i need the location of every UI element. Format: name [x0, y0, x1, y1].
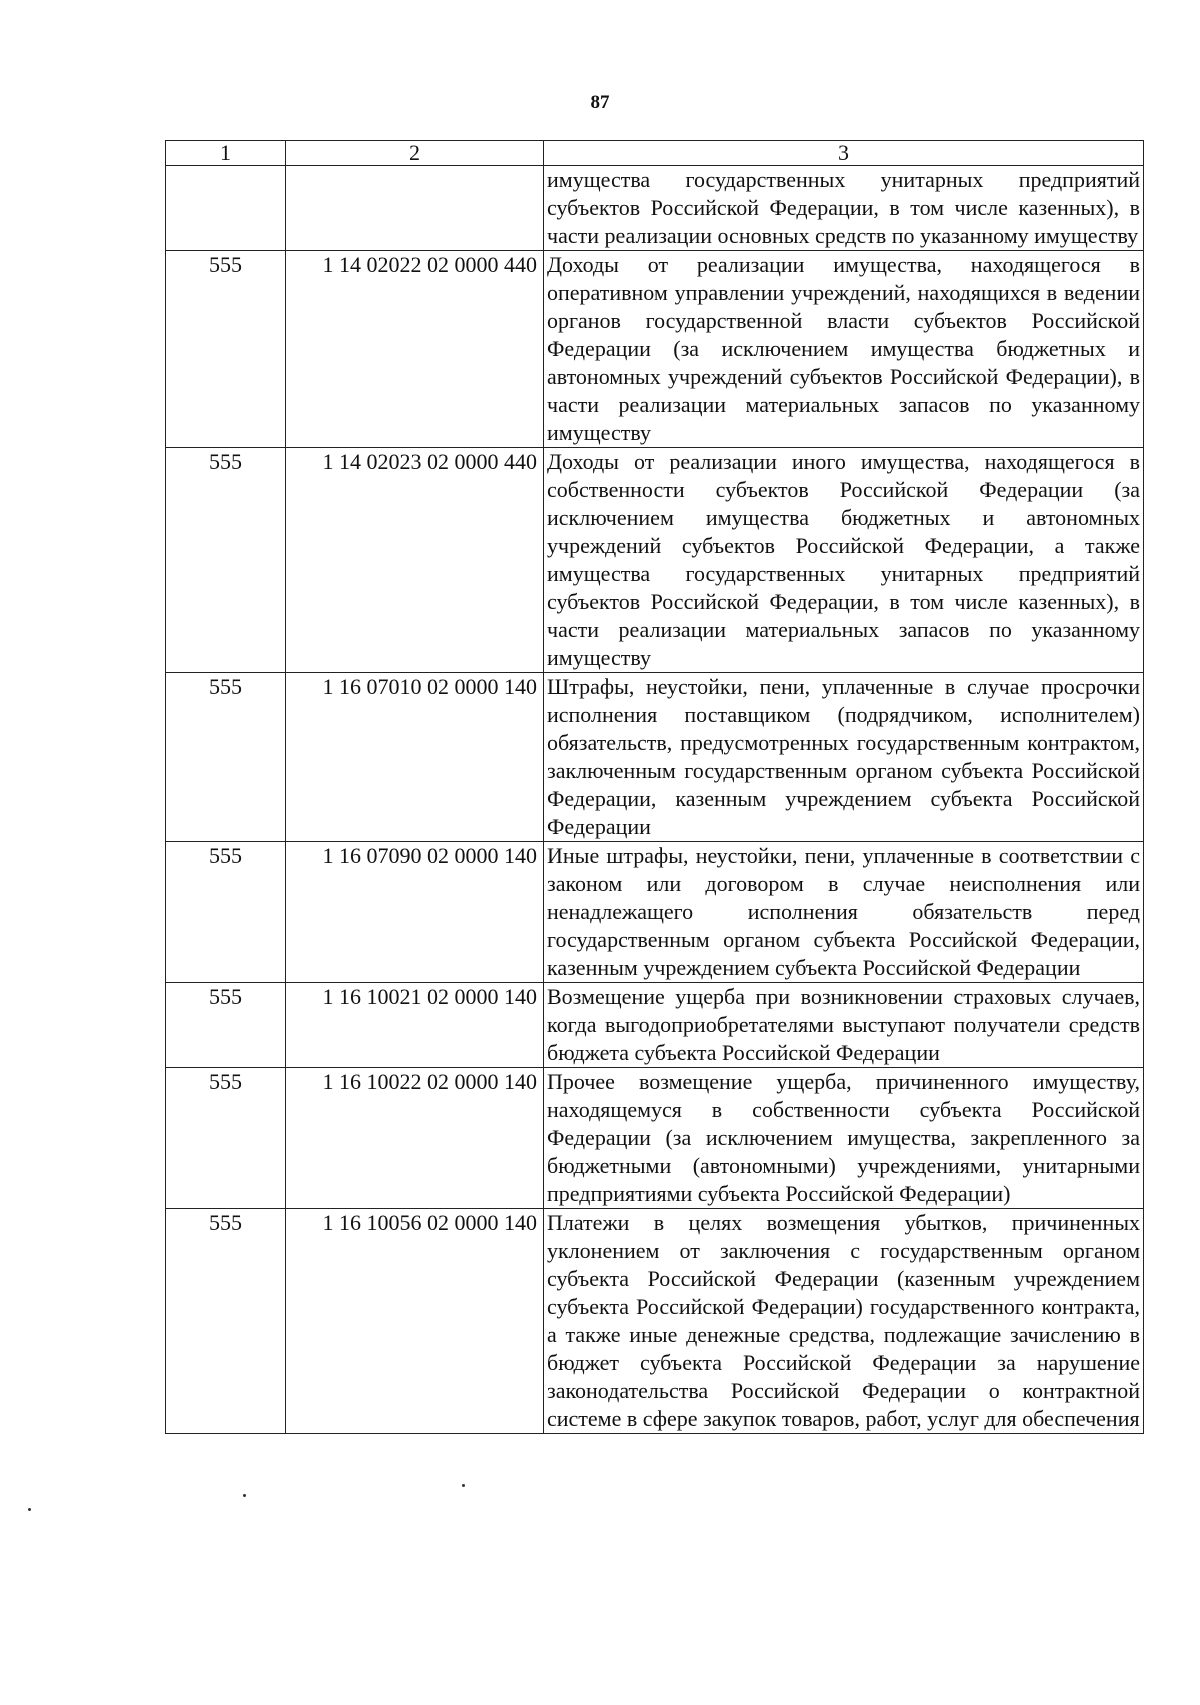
table-row — [166, 166, 1144, 251]
admin-code-cell: 555 — [166, 1209, 286, 1434]
budget-code-cell — [286, 166, 544, 251]
admin-code-cell — [166, 166, 286, 251]
budget-code-cell: 1 16 07090 02 0000 140 — [286, 842, 544, 983]
admin-code-cell: 555 — [166, 983, 286, 1068]
column-header-description: 3 — [544, 141, 1144, 166]
budget-code-cell: 1 14 02022 02 0000 440 — [286, 251, 544, 448]
admin-code-cell: 555 — [166, 448, 286, 673]
table-header-row — [166, 141, 1144, 166]
description-cell: Платежи в целях возмещения убытков, причиненных уклонением от заключения с государственным органом субъекта Российской Федерации (казенным учреждением субъекта Российской Федерации) государственного контракта, а также иные денежные средства, подлежащие зачислению в бюджет субъекта Российской Федерации за нарушение законодательства Российской Федерации о контрактной системе в сфере закупок товаров, работ, услуг для обеспечения — [544, 1209, 1144, 1434]
budget-code-cell: 1 16 10022 02 0000 140 — [286, 1068, 544, 1209]
table-row — [166, 251, 1144, 448]
table-row — [166, 1068, 1144, 1209]
description-cell: Штрафы, неустойки, пени, уплаченные в случае просрочки исполнения поставщиком (подрядчиком, исполнителем) обязательств, предусмотренных государственным контрактом, заключенным государственным органом субъекта Российской Федерации, казенным учреждением субъекта Российской Федерации — [544, 673, 1144, 842]
description-cell: имущества государственных унитарных предприятий субъектов Российской Федерации, в том числе казенных), в части реализации основных средств по указанному имуществу — [544, 166, 1144, 251]
table-row — [166, 448, 1144, 673]
budget-codes-table — [165, 140, 1144, 1434]
column-header-admin: 1 — [166, 141, 286, 166]
description-cell: Возмещение ущерба при возникновении страховых случаев, когда выгодоприобретателями выступают получатели средств бюджета субъекта Российской Федерации — [544, 983, 1144, 1068]
budget-code-cell: 1 16 10056 02 0000 140 — [286, 1209, 544, 1434]
scan-speck — [462, 1484, 465, 1487]
budget-code-cell: 1 14 02023 02 0000 440 — [286, 448, 544, 673]
scan-speck — [28, 1508, 31, 1511]
budget-code-cell: 1 16 07010 02 0000 140 — [286, 673, 544, 842]
description-cell: Прочее возмещение ущерба, причиненного имуществу, находящемуся в собственности субъекта Российской Федерации (за исключением имущества, закрепленного за бюджетными (автономными) учреждениями, унитарными предприятиями субъекта Российской Федерации) — [544, 1068, 1144, 1209]
table-row — [166, 1209, 1144, 1434]
table-row — [166, 842, 1144, 983]
description-cell: Доходы от реализации имущества, находящегося в оперативном управлении учреждений, находящихся в ведении органов государственной власти субъектов Российской Федерации (за исключением имущества бюджетных и автономных учреждений субъектов Российской Федерации), в части реализации материальных запасов по указанному имуществу — [544, 251, 1144, 448]
admin-code-cell: 555 — [166, 673, 286, 842]
admin-code-cell: 555 — [166, 251, 286, 448]
admin-code-cell: 555 — [166, 1068, 286, 1209]
table-row — [166, 673, 1144, 842]
budget-code-cell: 1 16 10021 02 0000 140 — [286, 983, 544, 1068]
page-number: 87 — [590, 92, 610, 113]
table-row — [166, 983, 1144, 1068]
scan-speck — [243, 1494, 246, 1497]
column-header-code: 2 — [286, 141, 544, 166]
description-cell: Доходы от реализации иного имущества, находящегося в собственности субъектов Российской Федерации (за исключением имущества бюджетных и автономных учреждений субъектов Российской Федерации, а также имущества государственных унитарных предприятий субъектов Российской Федерации, в том числе казенных), в части реализации материальных запасов по указанному имуществу — [544, 448, 1144, 673]
description-cell: Иные штрафы, неустойки, пени, уплаченные в соответствии с законом или договором в случае неисполнения или ненадлежащего исполнения обязательств перед государственным органом субъекта Российской Федерации, казенным учреждением субъекта Российской Федерации — [544, 842, 1144, 983]
admin-code-cell: 555 — [166, 842, 286, 983]
